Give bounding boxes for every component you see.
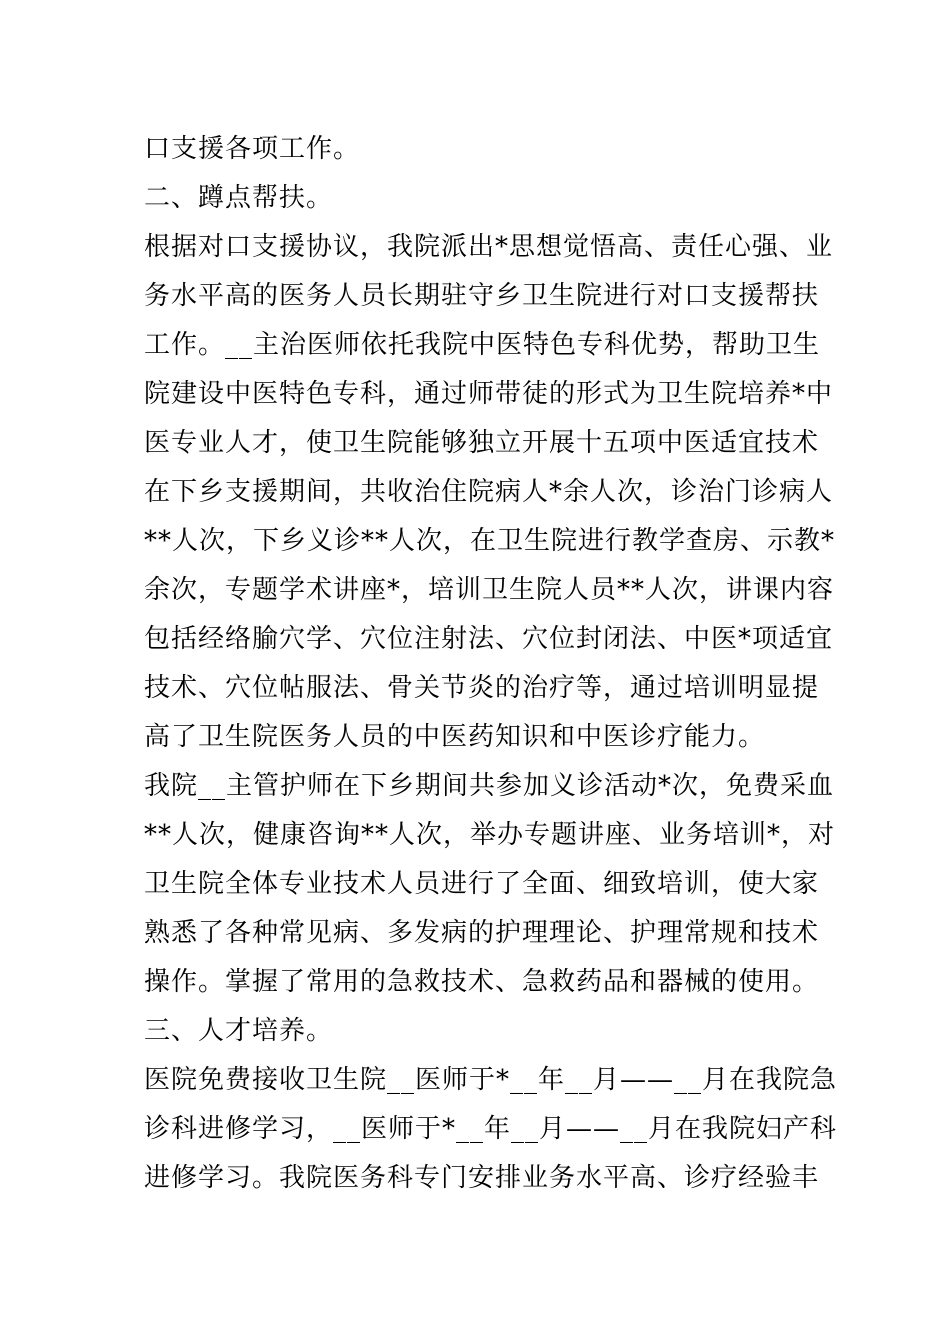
- text-line: 熟悉了各种常见病、多发病的护理理论、护理常规和技术: [144, 918, 820, 948]
- text-line: 技术、穴位帖服法、骨关节炎的治疗等，通过培训明显提: [144, 673, 820, 703]
- document-body: [144, 125, 838, 1203]
- text-line: **人次，健康咨询**人次，举办专题讲座、业务培训*，对: [144, 820, 836, 850]
- text-line: 根据对口支援协议，我院派出*思想觉悟高、责任心强、业: [144, 232, 834, 262]
- text-line: 操作。掌握了常用的急救技术、急救药品和器械的使用。: [144, 967, 820, 997]
- text-line: **人次，下乡义诊**人次，在卫生院进行教学查房、示教*: [144, 526, 836, 556]
- text-line: 务水平高的医务人员长期驻守乡卫生院进行对口支援帮扶: [144, 281, 820, 311]
- text-line: 余次，专题学术讲座*，培训卫生院人员**人次，讲课内容: [144, 575, 835, 605]
- section-heading: 二、蹲点帮扶。: [144, 183, 334, 213]
- text-line: 医院免费接收卫生院__医师于*__年__月——__月在我院急: [144, 1065, 838, 1095]
- text-line: 院建设中医特色专科，通过师带徒的形式为卫生院培养*中: [144, 379, 834, 409]
- text-line: 医专业人才，使卫生院能够独立开展十五项中医适宜技术: [144, 428, 820, 458]
- text-line: 口支援各项工作。: [144, 134, 361, 164]
- text-line: 我院__主管护师在下乡期间共参加义诊活动*次，免费采血: [144, 771, 835, 801]
- text-line: 包括经络腧穴学、穴位注射法、穴位封闭法、中医*项适宜: [144, 624, 834, 654]
- text-line: 诊科进修学习，__医师于*__年__月——__月在我院妇产科: [144, 1114, 838, 1144]
- text-line: 卫生院全体专业技术人员进行了全面、细致培训，使大家: [144, 869, 820, 899]
- text-line: 工作。__主治医师依托我院中医特色专科优势，帮助卫生: [144, 330, 821, 360]
- section-heading: 三、人才培养。: [144, 1016, 334, 1046]
- text-line: 进修学习。我院医务科专门安排业务水平高、诊疗经验丰: [144, 1163, 820, 1193]
- text-line: 高了卫生院医务人员的中医药知识和中医诊疗能力。: [144, 722, 766, 752]
- text-line: 在下乡支援期间，共收治住院病人*余人次，诊治门诊病人: [144, 477, 834, 507]
